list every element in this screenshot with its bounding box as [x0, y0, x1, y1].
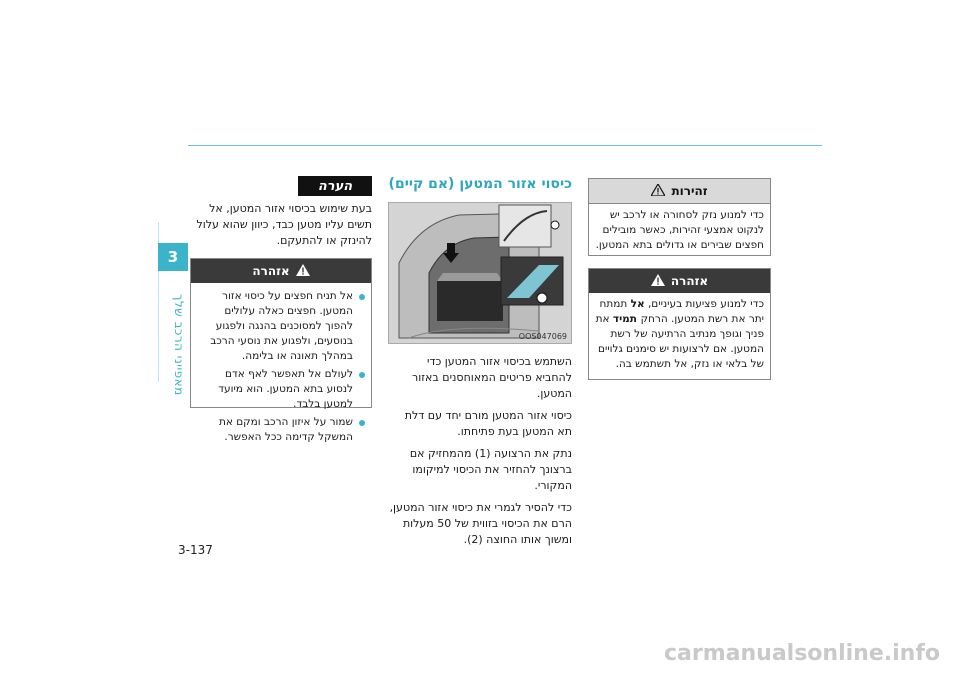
- list-item: [197, 289, 365, 364]
- left-warning-list: [197, 289, 365, 445]
- right-warning-body: [589, 293, 770, 376]
- left-warning-box: [190, 258, 372, 443]
- left-warning-label: אזהרה: [252, 264, 290, 278]
- note-badge: הערה: [298, 176, 372, 196]
- paragraph: כיסוי אזור המטען מורם יחד עם דלת תא המטען בעת פתיחתו.: [404, 409, 572, 438]
- warning-text: את פניך וגופך מנתיב הרתיעה של רשת המטען. אם לרצועות יש סימנים גלויים של בלאי או נזק, אל תשתמש בה.: [595, 313, 764, 370]
- left-warning-header: [191, 259, 371, 283]
- caution-box: [588, 178, 771, 256]
- paragraph: השתמש בכיסוי אזור המטען כדי להחביא פריטים המאוחסנים באזור המטען.: [412, 355, 572, 400]
- chapter-title: מאפייני הרכב שלך: [172, 294, 186, 396]
- caution-body: כדי למנוע נזק לסחורה או לרכב יש לנקוט אמצעי זהירות, כאשר מובילים חפצים שבירים או גדולים בתא המטען.: [595, 209, 764, 251]
- warning-emphasis: אל: [630, 298, 645, 310]
- warning-triangle-icon: [651, 184, 665, 199]
- warning-text: תמתח יתר את רשת המטען. הרחק: [599, 298, 764, 325]
- paragraph: כדי להסיר לגמרי את כיסוי אזור המטען, הרם את הכיסוי בזווית של 50 מעלות ומשוך אותו החוצה (2).: [389, 501, 572, 546]
- note-body: בעת שימוש בכיסוי אזור המטען, אל תשים עליו מטען כבד, כיוון שהוא עלול להינזק או להתעקם.: [196, 202, 372, 247]
- list-item: [197, 415, 365, 445]
- page-number: 3-137: [178, 543, 213, 557]
- cargo-area-figure: [388, 202, 572, 344]
- right-warning-header: [589, 269, 770, 293]
- chapter-tab: 3: [158, 243, 188, 271]
- right-warning-label: אזהרה: [670, 274, 709, 288]
- header-rule: [188, 145, 822, 146]
- bullet-icon: [359, 372, 365, 378]
- watermark: carmanualsonline.info: [664, 641, 940, 666]
- list-item-text: שמור על איזון הרכב ומקם את המשקל קדימה ככל האפשר.: [218, 416, 353, 443]
- list-item-text: אל תניח חפצים על כיסוי אזור המטען. חפצים כאלה עלולים להפוך למסוכנים בהנגה ולפגוע בנוסעים, ולפגוע את נוסעי הרכב במהלך תאונה או בלימה.: [210, 290, 353, 362]
- cargo-illustration: [389, 203, 572, 344]
- list-item: [197, 367, 365, 412]
- paragraph: נתק את הרצועה (1) מהמחזיק אם ברצונך להחזיר את הכיסוי למיקומו המקורי.: [409, 447, 572, 492]
- warning-emphasis: תמיד: [612, 313, 641, 325]
- section-body: [388, 354, 572, 554]
- warning-triangle-icon: [651, 274, 665, 289]
- caution-header: [589, 179, 770, 204]
- right-warning-box: [588, 268, 771, 380]
- figure-code: OOS047069: [518, 332, 567, 341]
- bullet-icon: [359, 294, 365, 300]
- bullet-icon: [359, 420, 365, 426]
- warning-text: כדי למנוע פציעות בעיניים,: [644, 298, 764, 310]
- caution-label: זהירות: [671, 184, 708, 198]
- warning-triangle-icon: [296, 264, 310, 279]
- section-title: כיסוי אזור המטען (אם קיים): [388, 176, 572, 192]
- list-item-text: לעולם אל תאפשר לאף אדם לנסוע בתא המטען. הוא מיועד למטען בלבד.: [218, 368, 353, 410]
